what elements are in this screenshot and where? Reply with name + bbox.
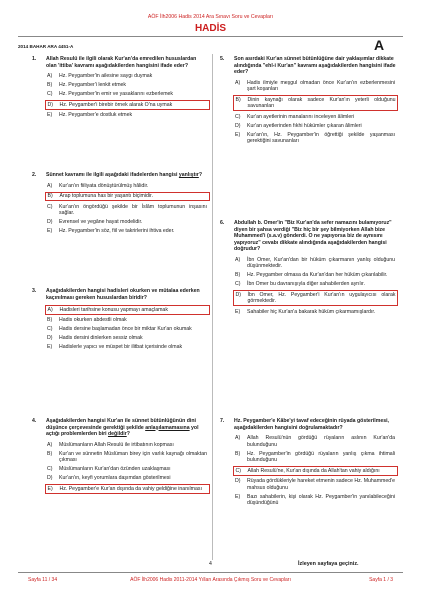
exam-code: 2014 BAHAR ARA 4451-A — [18, 44, 74, 49]
option-text: Hz. Peygamber'in emir ve yasaklarını ezberlemek — [59, 91, 174, 98]
option-text: Hz. Peygamber olmasa da Kur'an'dan her hüküm çıkarılabilir. — [247, 272, 388, 279]
option-letter: A) — [235, 256, 241, 263]
option-text: Evrensel ve yegâne hayat modelidir. — [59, 219, 143, 226]
option-letter: A) — [47, 182, 53, 189]
option-letter: D) — [47, 335, 53, 342]
header-divider — [18, 36, 403, 37]
option-text: Dinin kaynağı olarak sadece Kur'an'ın yeterli olduğunu savunanları — [247, 96, 396, 110]
option-text: Arap toplumuna has bir yaşantı biçimidir. — [59, 193, 153, 200]
answer-option — [46, 91, 208, 98]
subject-title: HADİS — [194, 23, 227, 34]
option-text: Hz. Peygamber'e Kur'an dışında da vahiy geldiğine inanılması — [59, 485, 202, 492]
option-letter: C) — [235, 281, 241, 288]
answer-option — [234, 435, 396, 448]
answer-option — [234, 257, 396, 270]
option-text: Müslümanların Kur'an'dan özünden uzaklaşması — [59, 466, 171, 473]
stem-text: yol açtığı problemlerden biri — [46, 424, 199, 437]
stem-text: ? — [126, 431, 130, 437]
option-text: Allah Resulü'nün gördüğü rüyaların aslının Kur'an'da bulunduğunu — [247, 435, 395, 448]
question-1 — [32, 56, 208, 121]
answer-option — [234, 494, 396, 507]
answer-option-highlighted — [233, 290, 398, 306]
option-letter: B) — [47, 193, 53, 200]
answer-option — [234, 123, 396, 130]
option-text: Hz. Peygamber'in ailesine saygı duymak — [59, 73, 153, 79]
question-3 — [32, 288, 208, 353]
option-text: Hadisleri tarihsine konusu yapmayı amaçlamak — [59, 306, 168, 313]
option-text: Hz. Peygamber'in söz, fiil ve takrirlerini ihtiva eder. — [59, 228, 175, 235]
option-text: Hadislerle yapıcı ve müspet bir ilitbat içerisinde olmak — [59, 344, 183, 351]
stem-text: ? — [198, 172, 202, 178]
option-letter: E) — [47, 485, 53, 492]
answer-option — [234, 272, 396, 279]
option-text: Kur'an ayetlerinin manalarını inceleyen âlimleri — [247, 113, 355, 120]
option-letter: B) — [235, 450, 241, 457]
answer-option — [234, 309, 396, 316]
option-letter: E) — [235, 493, 241, 500]
answer-option — [46, 466, 208, 473]
answer-option — [46, 344, 208, 351]
page-number: 4 — [209, 561, 212, 567]
option-text: Kur'an'ın, Hz. Peygamber'in öğrettiği şekilde yaşanması gerektiğini savunanları — [247, 131, 395, 145]
option-text: Hz. Peygamber'in gördüğü rüyaların yanlış çıkma ihtimali bulunduğunu — [247, 450, 395, 464]
option-letter: D) — [47, 101, 53, 108]
option-letter: B) — [47, 82, 53, 89]
option-letter: C) — [47, 203, 53, 210]
answer-option — [46, 335, 208, 342]
option-text: Kur'an'ın, keyfi yorumlara daşımdan gösterilmesi — [59, 475, 171, 482]
answer-option-highlighted — [233, 466, 398, 476]
stem-emphasis: yanlıştır — [178, 172, 199, 178]
answer-option-highlighted — [233, 95, 398, 111]
option-text: Allah Resulü'ne, Kur'an dışında da Allah'tan vahiy aldığını — [247, 467, 380, 474]
answer-option-highlighted — [45, 484, 210, 494]
answer-option — [46, 204, 208, 217]
option-letter: E) — [235, 308, 241, 315]
question-7 — [220, 418, 396, 509]
question-number: 7. — [220, 418, 225, 424]
column-divider — [212, 54, 213, 560]
option-text: Rüyada gördükleriyle hareket etmenin sadece Hz. Muhammed'e mahsus olduğunu — [247, 478, 395, 491]
answer-option — [234, 451, 396, 464]
answer-option — [46, 219, 208, 226]
footer-right: Sayfa 1 / 3 — [369, 577, 393, 583]
answer-option-highlighted — [45, 305, 210, 315]
option-text: Hadis okurken abdestli olmak — [59, 317, 127, 324]
option-text: İbn Omer bu davranışıyla diğer sahabilerden ayrılır. — [247, 281, 365, 288]
question-stem: Hz. Peygamber'e Kâbe'yi tavaf edeceğinin rüyada gösterilmesi, aşağıdakilerden hangisini doğrulamaktadır? — [234, 418, 389, 431]
answer-option-highlighted — [45, 100, 210, 110]
question-stem: Abdullah b. Omer'in "Biz Kur'an'da sefer namazını bulamıyoruz" diyen bir şahsa verdiği "Biz hiç bir şey bilmiyorken Allah bize Muhammed'i (s.a.v) gönderdi. O ne yapıyorsa biz de aynısını yapıyoruz" cevabı dikkate alındığında aşağıdakilerden hangisi doğrudur? — [234, 220, 392, 252]
stem-text: Sünnet kavramı ile ilgili aşağıdaki ifadelerden hangisi — [46, 172, 179, 178]
option-letter: D) — [235, 122, 241, 129]
question-6 — [220, 220, 396, 318]
answer-option — [46, 183, 208, 190]
answer-option — [46, 451, 208, 464]
option-text: Sahabiler hiç Kur'an'a bakarak hüküm çıkarmamışlardır. — [247, 308, 376, 315]
option-letter: E) — [47, 344, 53, 351]
option-text: İbn Omer, Hz. Peygamber'i Kur'an'ın uygulayıcısı olarak görmektedir. — [247, 291, 396, 305]
option-letter: C) — [47, 91, 53, 98]
answer-option — [234, 281, 396, 288]
answer-option — [46, 112, 208, 119]
option-text: Hadis dersine başlamadan önce bir miktar Kur'an okumak — [59, 326, 192, 333]
question-number: 5. — [220, 56, 225, 62]
option-text: Kur'an'ın fiiliyata dönüştürülmüş hâlidir. — [59, 182, 149, 189]
option-letter: E) — [47, 228, 53, 235]
question-2 — [32, 172, 208, 237]
stem-text: Aşağıdakilerden hangisi Kur'an ile sünnet bütünlüğünün dini düşünce çerçevesinde gerektiği şekilde — [46, 418, 196, 431]
option-letter: B) — [47, 450, 53, 457]
option-letter: B) — [235, 272, 241, 279]
question-stem — [46, 418, 208, 438]
option-letter: D) — [235, 291, 241, 298]
option-letter: D) — [235, 478, 241, 485]
option-letter: D) — [47, 475, 53, 482]
question-4 — [32, 418, 208, 496]
option-letter: B) — [47, 317, 53, 324]
question-stem: Allah Resulü ile ilgili olarak Kur'an'da emredilen hususlardan olan 'ittiba' kavramı aşağıdakilerden hangisini ifade eder? — [46, 56, 197, 69]
option-letter: C) — [235, 113, 241, 120]
option-text: Kur'an'ın öngördüğü şekilde bir İslâm toplumunun inşasını sağlar. — [59, 203, 207, 217]
question-number: 3. — [32, 288, 37, 294]
answer-option — [46, 228, 208, 235]
option-letter: C) — [235, 467, 241, 474]
option-letter: D) — [47, 219, 53, 226]
option-text: İbn Omer, Kur'an'dan bir hüküm çıkarmanın yanlış olduğunu düşünmektedir. — [247, 256, 395, 269]
option-text: Hadis dersini dinlerken sessiz olmak — [59, 335, 143, 342]
question-number: 1. — [32, 56, 37, 62]
answer-option — [234, 478, 396, 491]
option-text: Müslümanların Allah Resulü ile irtibatının kopması — [59, 441, 174, 448]
answer-option — [46, 82, 208, 89]
answer-option — [46, 442, 208, 449]
option-text: Hz. Peygamber'i lenkit etmek — [59, 82, 127, 89]
answer-option — [46, 326, 208, 333]
option-letter: B) — [235, 96, 241, 103]
question-number: 6. — [220, 220, 225, 226]
answer-option — [46, 317, 208, 324]
answer-option — [46, 73, 208, 80]
stem-emphasis: anlaşılamamasına — [145, 424, 190, 431]
question-stem — [46, 172, 208, 179]
footer-center: AÖF İlh2006 Hadis 2011-2014 Yılları Arasında Çıkmış Soru ve Cevapları — [130, 577, 291, 583]
stem-emphasis: değildir — [107, 431, 127, 437]
option-letter: A) — [47, 306, 53, 313]
booklet-letter: A — [374, 37, 385, 53]
option-letter: A) — [235, 79, 241, 86]
option-text: Kur'an ve sünnetin Müslüman birey için varlık kaynağı olmaktan çıkması — [59, 450, 207, 464]
option-text: Bazı sahabilerin, kişi olarak Hz. Peygamber'in yanılabileceğini düşündüğünü — [247, 493, 395, 507]
option-text: Hz. Peygamber'i birebir örnek alarak O'na uymak — [59, 101, 173, 108]
option-letter: A) — [47, 441, 53, 448]
option-letter: A) — [47, 73, 53, 79]
option-letter: C) — [47, 466, 53, 473]
question-number: 2. — [32, 172, 37, 178]
footer-left: Sayfa 11 / 34 — [28, 577, 58, 583]
question-stem: Aşağıdakilerden hangisi hadisleri okurken ve mütalaa ederken kaçınılması gereken hususlardan biridir? — [46, 288, 200, 301]
question-number: 4. — [32, 418, 37, 424]
option-letter: E) — [47, 112, 53, 119]
answer-option — [234, 80, 396, 93]
option-letter: E) — [235, 131, 241, 138]
question-5 — [220, 56, 396, 147]
answer-option — [46, 475, 208, 482]
answer-option — [234, 114, 396, 121]
question-stem: Son asırdaki Kur'an sünnet bütünlüğüne dair yaklaşımlar dikkate alındığında "ehl-i Kur'an" kavramı aşağıdakilerden hangisini ifade eder? — [234, 56, 396, 75]
answer-option-highlighted — [45, 192, 210, 202]
answer-option — [234, 132, 396, 145]
option-letter: A) — [235, 435, 241, 441]
option-text: Hadis ilmiyle meşgul olmadan önce Kur'an'ın ezberlenmesini şart koşanları — [247, 79, 395, 92]
footer-divider — [18, 572, 403, 573]
continue-note: İzleyen sayfaya geçiniz. — [298, 561, 359, 567]
option-text: Hz. Peygamber'e dostluk etmek — [59, 112, 133, 119]
document-header-title: AÖF İlh2006 Hadis 2014 Ara Sınavı Soru ve Cevapları — [147, 14, 274, 20]
option-text: Kur'an ayetlerinden fıkhi hükümler çıkaran âlimleri — [247, 122, 362, 129]
option-letter: C) — [47, 326, 53, 333]
